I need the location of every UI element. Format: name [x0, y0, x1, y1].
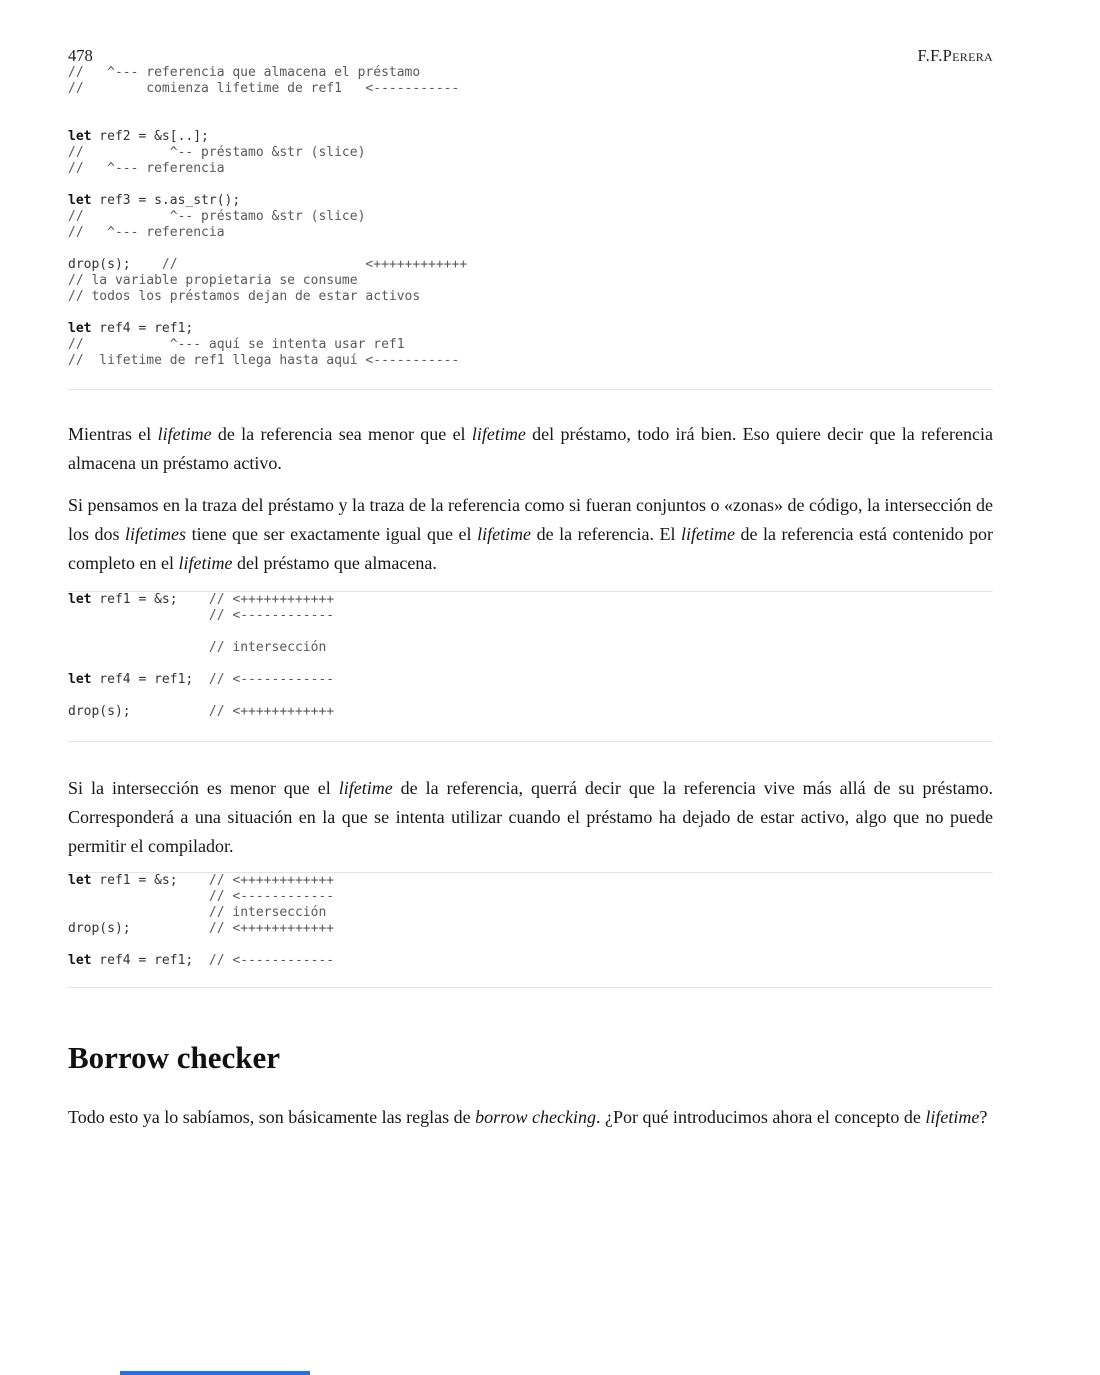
- paragraph-lifetime-menor: Mientras el lifetime de la referencia sea menor que el lifetime del préstamo, todo irá bien. Eso quiere decir que la referencia almacena un préstamo activo.: [68, 424, 994, 473]
- code-block-interseccion-valida: let ref1 = &s; // <++++++++++++ // <------------ // intersección let ref4 = ref1; // <------------ drop(s); // <++++++++++++: [68, 592, 335, 719]
- page-header: [68, 46, 993, 65]
- divider: [68, 987, 993, 988]
- paragraph-interseccion-menor: Si la intersección es menor que el lifetime de la referencia, querrá decir que la referencia vive más allá de su préstamo. Corresponderá a una situación en la que se intenta utilizar cuando el préstamo ha dejado de estar activo, algo que no puede permitir el compilador.: [68, 778, 993, 856]
- divider: [68, 741, 993, 742]
- code-block-interseccion-invalida: let ref1 = &s; // <++++++++++++ // <------------ // intersección drop(s); // <++++++++++++ let ref4 = ref1; // <------------: [68, 873, 335, 968]
- paragraph-borrow-checking: Todo esto ya lo sabíamos, son básicamente las reglas de borrow checking. ¿Por qué introducimos ahora el concepto de lifetime?: [68, 1107, 988, 1127]
- section-heading: Borrow checker: [68, 1040, 281, 1075]
- running-head-author: F.F.Perera: [917, 46, 993, 65]
- paragraph-interseccion-zonas: Si pensamos en la traza del préstamo y la traza de la referencia como si fueran conjuntos o «zonas» de código, la intersección de los dos lifetimes tiene que ser exactamente igual que el lifetime de la referencia. El lifetime de la referencia está contenido por completo en el lifetime del préstamo que almacena.: [68, 495, 994, 573]
- divider: [68, 389, 993, 390]
- page-number: 478: [68, 46, 93, 65]
- code-block-lifetime-annotations: // ^--- referencia que almacena el préstamo // comienza lifetime de ref1 <----------- let ref2 = &s[..]; // ^-- préstamo &str (slice) // ^--- referencia let ref3 = s.as_str(); // ^-- préstamo &str (slice) // ^--- referencia drop(s); // <++++++++++++ // la variable propietaria se consume // todos los préstamos dejan de estar activos let ref4 = ref1; // ^--- aquí se intenta usar ref1 // lifetime de ref1 llega hasta aquí <-----------: [68, 65, 468, 368]
- bottom-highlight-bar: [120, 1371, 310, 1375]
